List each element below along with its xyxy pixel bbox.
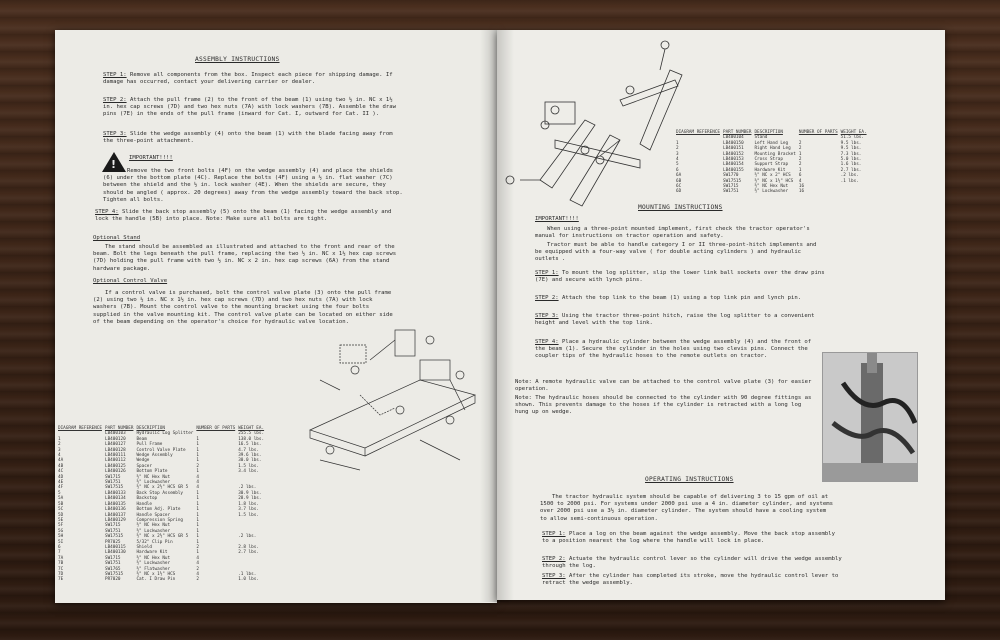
parts-table-left xyxy=(58,426,267,583)
table-cell: 1.5 lbs. xyxy=(238,463,259,469)
mounting-step-3 xyxy=(535,313,825,327)
table-cell: 1 xyxy=(196,453,199,459)
table-cell: 1 xyxy=(196,512,199,518)
mounting-title: MOUNTING INSTRUCTIONS xyxy=(638,204,723,211)
table-cell: Back Stop Assembly xyxy=(136,490,184,496)
table-cell: 6B xyxy=(676,178,682,184)
table-cell: SW1751 xyxy=(722,189,739,195)
table-cell: LB400136 xyxy=(104,507,126,513)
table-cell: LB400154 xyxy=(722,162,744,168)
table-cell: 1 xyxy=(196,539,199,545)
table-cell: 2 xyxy=(676,146,679,152)
table-cell: Stand xyxy=(754,135,768,141)
table-header: DIAGRAM REFERENCE xyxy=(676,130,720,135)
table-cell: SW17515 xyxy=(722,178,742,184)
table-row xyxy=(58,577,267,582)
table-cell: 2 xyxy=(196,577,199,583)
table-header: WEIGHT EA. xyxy=(238,426,265,431)
table-cell: Support Strap xyxy=(754,162,789,168)
table-cell: Right Hand Leg xyxy=(754,146,791,152)
exclamation-icon: ! xyxy=(111,158,117,171)
step-text: Slide the wedge assembly (4) onto the beam (1) with the blade facing away from the three-point attachment. xyxy=(103,131,393,145)
table-cell: SW17515 xyxy=(104,534,124,540)
table-cell: 6A xyxy=(676,173,682,179)
important-text-left: Remove the two front bolts (4F) on the wedge assembly (4) and place the shields (6) under the bottom plate (4C). Replace the bolts (4F) using a ½ in. flat washer (7C) between the shield and the ½ in. lock washer (4E). When the shields are secure, they should be angled ( approx. 20 degrees) away from the wedge assembly toward the back stop. Tighten all bolts. xyxy=(103,168,403,203)
table-cell: 7B xyxy=(58,561,64,567)
table-cell: SW1751 xyxy=(104,480,121,486)
operating-title: OPERATING INSTRUCTIONS xyxy=(645,476,734,483)
optional-stand-heading: Optional Stand xyxy=(93,235,141,241)
table-cell: 3.4 lbs. xyxy=(238,469,259,475)
table-header: DESCRIPTION xyxy=(136,426,165,431)
table-cell: LB400150 xyxy=(722,140,744,146)
table-cell: 4B xyxy=(58,463,64,469)
assembly-step-1 xyxy=(103,72,403,86)
table-cell: Beam xyxy=(136,436,147,442)
table-cell: 4A xyxy=(58,458,64,464)
table-cell: Handle Spacer xyxy=(136,512,171,518)
table-cell: LB400112 xyxy=(104,458,126,464)
table-cell: Control Valve Plate xyxy=(136,447,186,453)
table-cell: ½" NC x 1½" HCS xyxy=(136,571,176,577)
table-cell: 7E xyxy=(58,577,64,583)
table-cell: 6 xyxy=(58,544,61,550)
table-cell: LB400134 xyxy=(104,496,126,502)
table-cell: LB400104 xyxy=(722,135,744,141)
table-cell: 7 xyxy=(58,550,61,556)
table-cell: ½" Lockwasher xyxy=(136,528,171,534)
optional-stand-text: The stand should be assembled as illustrated and attached to the front and rear of the beam. Bolt the legs beneath the pull frame, replacing the two ½ in. NC x 1½ hex cap screws (7D) holding the pull frame with two ½ in. NC x 2 in. hex cap screws (6A) from the stand hardware package. xyxy=(93,244,397,272)
table-cell: 16 xyxy=(798,189,805,195)
table-cell: 5I xyxy=(58,539,64,545)
table-cell: LB400137 xyxy=(104,512,126,518)
table-cell: 9.5 lbs. xyxy=(840,140,862,146)
table-cell: Compression Spring xyxy=(136,517,184,523)
table-cell: 16 xyxy=(798,184,805,190)
table-cell: LB400135 xyxy=(104,501,126,507)
table-cell: 1 xyxy=(196,523,199,529)
table-cell: Wedge Assembly xyxy=(136,453,173,459)
table-cell: LB400115 xyxy=(104,544,126,550)
step-text: Actuate the hydraulic control lever so the cylinder will drive the wedge assembly through the log. xyxy=(542,556,842,570)
table-cell: Hardware Kit xyxy=(136,550,168,556)
table-cell: 6 xyxy=(676,167,679,173)
table-cell: 4E xyxy=(58,480,64,486)
table-cell: 5G xyxy=(58,528,64,534)
mounting-step-1 xyxy=(535,270,825,284)
table-cell: SW1715 xyxy=(104,523,121,529)
step-text: Attach the pull frame (2) to the front of the beam (1) using two ½ in. NC x 1½ in. hex cap screws (7D) and two hex nuts (7A) with lock washers (7B). Assemble the draw pins (7E) in the ends of the pull frame (inward for Cat. I, outward for Cat. II ). xyxy=(103,97,396,118)
table-cell: ½" NC Hex Nut xyxy=(136,555,171,561)
splitter-exploded-diagram xyxy=(300,320,485,485)
table-cell: 1 xyxy=(196,458,199,464)
table-cell: 2.7 lbs. xyxy=(238,550,259,556)
table-cell: ½" Lockwasher xyxy=(754,189,789,195)
step-label: STEP 2: xyxy=(103,97,127,103)
table-cell: 4F xyxy=(58,485,64,491)
table-cell: Wedge xyxy=(136,458,150,464)
table-cell: Spacer xyxy=(136,463,152,469)
operating-step-2 xyxy=(542,556,842,570)
table-cell: 1 xyxy=(196,490,199,496)
table-header: DESCRIPTION xyxy=(754,130,783,135)
table-cell: LB400152 xyxy=(722,151,744,157)
table-cell: 2.7 lbs. xyxy=(840,167,862,173)
table-cell: 1 xyxy=(196,442,199,448)
table-cell: SW1770 xyxy=(722,173,739,179)
important-label-left: IMPORTANT!!!! xyxy=(129,155,173,161)
table-cell: SW1715 xyxy=(722,184,739,190)
table-header: NUMBER OF PARTS xyxy=(196,426,236,431)
table-cell: ½" NC x 2" HCS xyxy=(754,173,791,179)
table-cell: 2 xyxy=(798,140,802,146)
table-header: DIAGRAM REFERENCE xyxy=(58,426,102,431)
table-cell: ½" NC x 1½" HCS xyxy=(754,178,794,184)
step-text: Place a hydraulic cylinder between the wedge assembly (4) and the front of the beam (1). Secure the cylinder in the holes using two clevis pins. Connect the coupler tips of the hydraulic hoses to the remote outlets on tractor. xyxy=(535,339,812,360)
step-label: STEP 1: xyxy=(103,72,127,78)
table-cell: 7A xyxy=(58,555,64,561)
table-cell: 1 xyxy=(196,447,199,453)
table-cell: 5B xyxy=(58,501,64,507)
operating-step-1 xyxy=(542,531,842,545)
table-cell: 5E xyxy=(58,517,64,523)
table-cell: 30.0 lbs. xyxy=(238,458,262,464)
step-text: Slide the back stop assembly (5) onto the beam (1) facing the wedge assembly and lock the handle (5B) into place. Note: Make sure all bolts are tight. xyxy=(95,209,392,223)
table-cell: ½" NC Hex Nut xyxy=(136,474,171,480)
table-cell: 28.9 lbs. xyxy=(238,496,262,502)
assembly-step-2 xyxy=(103,97,403,119)
table-cell: LB400153 xyxy=(722,157,744,163)
table-cell: 3 xyxy=(676,151,679,157)
table-cell: .1 lbs. xyxy=(840,178,859,184)
table-cell: Shield xyxy=(136,544,152,550)
table-cell: SW1751 xyxy=(104,561,121,567)
table-header: PART NUMBER xyxy=(722,130,752,135)
table-cell: 9.5 lbs. xyxy=(840,146,862,152)
table-cell: 1 xyxy=(196,507,199,513)
table-cell: 30.9 lbs. xyxy=(238,490,262,496)
table-cell: 1.0 lbs. xyxy=(238,577,259,583)
optional-valve-text: If a control valve is purchased, bolt the control valve plate (3) onto the pull frame (2) using two ½ in. NC x 1½ in. hex cap screws (7D) and two hex nuts (7A) with lock washers (7B). Mount the control valve to the mounting bracket using the four bolts supplied in the valve mounting kit. The control valve plate can be located on either side of the beam depending on the operator's choice for hydraulic valve location. xyxy=(93,290,393,325)
table-cell: SW1751 xyxy=(104,528,121,534)
table-cell: 39.6 lbs. xyxy=(238,453,262,459)
mounting-step-4 xyxy=(535,339,815,361)
table-cell: 5D xyxy=(58,512,64,518)
parts-table-right xyxy=(676,130,870,195)
table-cell: 4 xyxy=(196,480,199,486)
table-cell: 4 xyxy=(798,178,802,184)
table-header: PART NUMBER xyxy=(104,426,134,431)
table-cell: 7D xyxy=(58,571,64,577)
step-label: STEP 2: xyxy=(542,556,566,562)
table-cell: LB400125 xyxy=(104,463,126,469)
table-cell: 1 xyxy=(196,517,199,523)
table-cell: Cat. I Draw Pin xyxy=(136,577,176,583)
step-label: STEP 3: xyxy=(535,313,559,319)
table-cell: 4 xyxy=(676,157,679,163)
table-cell: PR7020 xyxy=(104,577,121,583)
table-cell: 6C xyxy=(676,184,682,190)
table-cell: LB400128 xyxy=(104,447,126,453)
mounting-step-2 xyxy=(535,295,825,302)
table-cell: 4 xyxy=(196,561,199,567)
stand-exploded-diagram xyxy=(500,40,700,220)
table-cell: LB400120 xyxy=(104,436,126,442)
step-text: Place a log on the beam against the wedge assembly. Move the back stop assembly to a position nearest the log where the handle will lock in place. xyxy=(542,531,836,545)
table-cell: Pull Frame xyxy=(136,442,163,448)
table-cell: SW1715 xyxy=(104,474,121,480)
table-cell: SW1715 xyxy=(104,555,121,561)
table-cell: ½" Lockwasher xyxy=(136,561,171,567)
table-cell: ½" NC x 2½" HCS GR 5 xyxy=(136,534,189,540)
table-cell: 4 xyxy=(58,453,61,459)
step-text: Using the tractor three-point hitch, raise the log splitter to a convenient height and level with the top link. xyxy=(535,313,815,327)
table-cell: 4 xyxy=(196,571,199,577)
table-header: WEIGHT EA. xyxy=(840,130,867,135)
table-cell: 4 xyxy=(196,485,199,491)
table-cell: 6D xyxy=(676,189,682,195)
table-row xyxy=(676,189,870,194)
tractor-requirement-text: Tractor must be able to handle category I or II three-point-hitch implements and be equipped with a four-way valve ( for double acting cylinders ) and hydraulic outlets . xyxy=(535,242,817,263)
note-remote-valve: Note: A remote hydraulic valve can be attached to the control valve plate (3) for easier operation. xyxy=(515,379,812,393)
table-cell: 5H xyxy=(58,534,64,540)
table-cell: 1 xyxy=(196,501,199,507)
table-cell: .2 lbs. xyxy=(238,485,257,491)
table-cell: LB400155 xyxy=(722,167,744,173)
table-cell: Bottom Adj. Plate xyxy=(136,507,181,513)
step-text: Remove all components from the box. Inspect each piece for shipping damage. If damage has occurred, contact your delivering carrier or dealer. xyxy=(103,72,393,86)
table-cell: 2 xyxy=(798,146,802,152)
table-cell: LB400127 xyxy=(104,442,126,448)
operating-text: The tractor hydraulic system should be capable of delivering 3 to 15 gpm of oil at 1500 to 2000 psi. For systems under 2000 psi use a 4 in. diameter cylinder, and systems over 2000 psi use a 3½ in. diameter cylinder. The system should have a cooling system to allow semi-continuous operation. xyxy=(540,494,833,522)
table-cell: 6 xyxy=(798,173,802,179)
table-cell: .1 lbs. xyxy=(238,571,257,577)
table-cell: 2 xyxy=(196,544,199,550)
table-cell: .2 lbs. xyxy=(238,534,257,540)
table-cell: 1 xyxy=(58,436,61,442)
table-cell: ½" Flatwasher xyxy=(136,566,171,572)
table-cell: 5/32" Clip Pin xyxy=(136,539,173,545)
table-cell: SW17515 xyxy=(104,571,124,577)
step-label: STEP 4: xyxy=(535,339,559,345)
table-cell: 5C xyxy=(58,507,64,513)
table-cell: Cross Strap xyxy=(754,157,783,163)
table-cell: 7.3 lbs. xyxy=(840,151,862,157)
table-cell: 5 xyxy=(676,162,679,168)
assembly-step-4 xyxy=(95,209,395,223)
table-cell: 5F xyxy=(58,523,64,529)
table-cell: ½" Lockwasher xyxy=(136,480,171,486)
operating-step-3 xyxy=(542,573,852,587)
table-cell: Backstop xyxy=(136,496,158,502)
table-cell: Handle xyxy=(136,501,152,507)
note-hydraulic-hoses: Note: The hydraulic hoses should be connected to the cylinder with 90 degree fittings as shown. This prevents damage to the hoses if the cylinder is retracted with a long log hung up on wedge. xyxy=(515,395,812,416)
optional-valve-heading: Optional Control Valve xyxy=(93,278,168,284)
table-cell: 1 xyxy=(798,167,802,173)
table-cell: 1 xyxy=(196,436,199,442)
table-cell: SW1765 xyxy=(104,566,121,572)
table-cell: Hydraulic Log Splitter xyxy=(136,431,194,437)
important-text-right: When using a three-point mounted implement, first check the tractor operator's manual for instructions on tractor operation and safety. xyxy=(535,226,810,240)
table-cell: 1 xyxy=(196,534,199,540)
table-cell: 16.5 lbs. xyxy=(238,442,262,448)
step-label: STEP 4: xyxy=(95,209,119,215)
step-text: Attach the top link to the beam (1) using a top link pin and lynch pin. xyxy=(561,295,802,301)
table-cell: Hardware Kit xyxy=(754,167,786,173)
table-cell: 2 xyxy=(798,157,802,163)
table-cell: Mounting Bracket xyxy=(754,151,796,157)
table-cell: 5 xyxy=(58,490,61,496)
assembly-title: ASSEMBLY INSTRUCTIONS xyxy=(195,56,280,63)
table-cell: 2 xyxy=(196,566,199,572)
important-label-right: IMPORTANT!!!! xyxy=(535,216,579,222)
table-cell: 51.5 lbs. xyxy=(840,135,864,141)
table-cell: LB400129 xyxy=(104,517,126,523)
table-cell: 2 xyxy=(58,442,61,448)
table-cell: LB400126 xyxy=(104,469,126,475)
table-cell xyxy=(841,189,870,194)
table-cell: 1.8 lbs. xyxy=(238,501,259,507)
table-cell: 4C xyxy=(58,469,64,475)
table-cell: ½" NC x 2½" HCS GR 5 xyxy=(136,485,189,491)
table-cell: 7C xyxy=(58,566,64,572)
table-cell: ½" NC Hex Nut xyxy=(754,184,789,190)
step-text: After the cylinder has completed its stroke, move the hydraulic control lever to retract the wedge assembly. xyxy=(542,573,839,587)
table-cell: 5.0 lbs. xyxy=(840,157,862,163)
table-header: NUMBER OF PARTS xyxy=(798,130,838,135)
table-cell: 138.0 lbs. xyxy=(238,436,265,442)
step-label: STEP 1: xyxy=(542,531,566,537)
table-cell: .2 lbs. xyxy=(840,173,859,179)
table-cell: 2 xyxy=(196,463,199,469)
table-cell: Bottom Plate xyxy=(136,469,168,475)
table-cell: 1.5 lbs. xyxy=(238,512,259,518)
table-cell: 3.7 lbs. xyxy=(238,507,259,513)
table-cell: 1 xyxy=(196,550,199,556)
table-cell: LB400103 xyxy=(104,431,126,437)
table-cell: 2 xyxy=(798,162,802,168)
table-cell: LB400111 xyxy=(104,453,126,459)
cylinder-photo xyxy=(822,352,918,482)
table-cell: LB400151 xyxy=(722,146,744,152)
step-text: To mount the log splitter, slip the lower link ball sockets over the draw pins (7E) and secure with lynch pins. xyxy=(535,270,825,284)
table-cell: ½" NC Hex Nut xyxy=(136,523,171,529)
table-cell: 4 xyxy=(196,474,199,480)
table-cell: 1 xyxy=(676,140,679,146)
assembly-step-3 xyxy=(103,131,403,145)
table-cell: 255.5 lbs. xyxy=(238,431,265,437)
table-cell: SW17515 xyxy=(104,485,124,491)
table-cell: 4D xyxy=(58,474,64,480)
table-cell: 5A xyxy=(58,496,64,502)
step-label: STEP 2: xyxy=(535,295,559,301)
table-cell: 4.7 lbs. xyxy=(238,447,259,453)
table-cell: PR7025 xyxy=(104,539,121,545)
table-cell: Left Hand Leg xyxy=(754,140,789,146)
table-cell: LB400133 xyxy=(104,490,126,496)
step-label: STEP 3: xyxy=(542,573,566,579)
step-label: STEP 1: xyxy=(535,270,559,276)
table-cell: LB400130 xyxy=(104,550,126,556)
table-cell: 4 xyxy=(196,555,199,561)
table-cell: 1.6 lbs. xyxy=(840,162,862,168)
table-cell: 1 xyxy=(196,469,199,475)
table-cell: 1 xyxy=(798,151,802,157)
table-cell: 2.8 lbs. xyxy=(238,544,259,550)
table-cell: 3 xyxy=(58,447,61,453)
table-cell: 1 xyxy=(196,528,199,534)
table-cell: 1 xyxy=(196,496,199,502)
step-label: STEP 3: xyxy=(103,131,127,137)
